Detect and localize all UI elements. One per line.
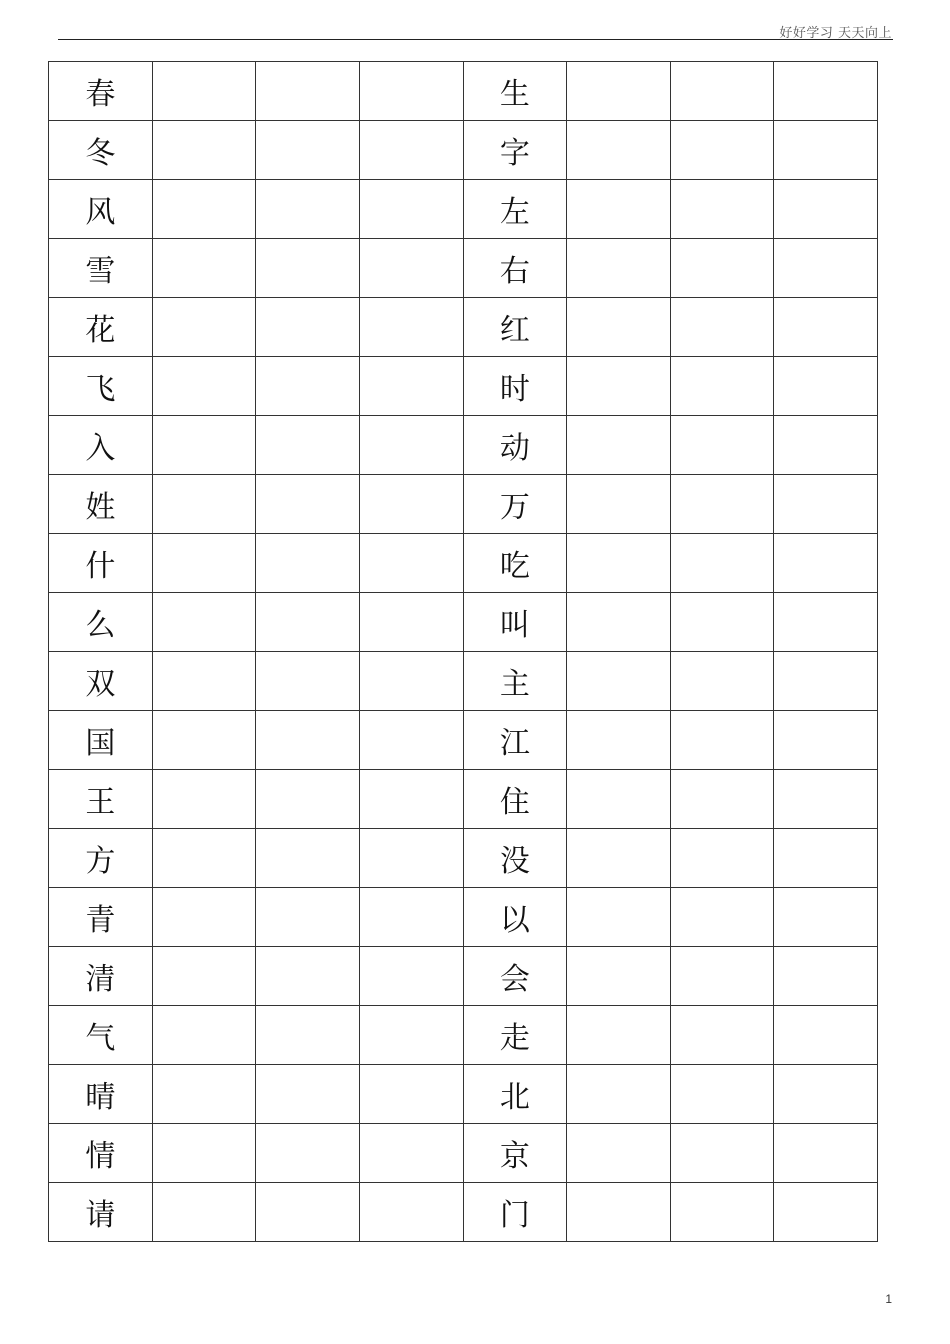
character-cell-right: 没 bbox=[463, 829, 567, 888]
practice-cell bbox=[152, 121, 256, 180]
practice-cell bbox=[774, 180, 878, 239]
practice-cell bbox=[567, 416, 671, 475]
character-cell-left: 春 bbox=[49, 62, 153, 121]
character-cell-left: 花 bbox=[49, 298, 153, 357]
practice-cell bbox=[256, 1183, 360, 1242]
practice-cell bbox=[256, 947, 360, 1006]
grid-row bbox=[49, 947, 878, 1006]
practice-cell bbox=[567, 593, 671, 652]
practice-cell bbox=[774, 475, 878, 534]
practice-cell bbox=[152, 652, 256, 711]
character-cell-left: 青 bbox=[49, 888, 153, 947]
character-cell-left: 方 bbox=[49, 829, 153, 888]
practice-cell bbox=[774, 121, 878, 180]
practice-cell bbox=[670, 652, 774, 711]
page-header-text: 好好学习 天天向上 bbox=[779, 26, 892, 41]
character-cell-left: 国 bbox=[49, 711, 153, 770]
character-cell-left: 冬 bbox=[49, 121, 153, 180]
practice-cell bbox=[774, 947, 878, 1006]
practice-cell bbox=[152, 888, 256, 947]
practice-cell bbox=[774, 1065, 878, 1124]
character-cell-left: 晴 bbox=[49, 1065, 153, 1124]
practice-cell bbox=[359, 1183, 463, 1242]
practice-cell bbox=[774, 416, 878, 475]
practice-cell bbox=[567, 1006, 671, 1065]
practice-cell bbox=[256, 829, 360, 888]
character-cell-right: 左 bbox=[463, 180, 567, 239]
character-cell-right: 以 bbox=[463, 888, 567, 947]
practice-cell bbox=[256, 888, 360, 947]
character-cell-right: 门 bbox=[463, 1183, 567, 1242]
character-cell-right: 主 bbox=[463, 652, 567, 711]
practice-cell bbox=[256, 534, 360, 593]
practice-cell bbox=[774, 1183, 878, 1242]
grid-row bbox=[49, 829, 878, 888]
grid-row bbox=[49, 475, 878, 534]
practice-cell bbox=[256, 416, 360, 475]
grid-row bbox=[49, 1065, 878, 1124]
practice-cell bbox=[670, 770, 774, 829]
practice-cell bbox=[152, 1124, 256, 1183]
practice-cell bbox=[359, 888, 463, 947]
practice-cell bbox=[256, 121, 360, 180]
practice-grid bbox=[48, 61, 878, 1242]
character-cell-left: 请 bbox=[49, 1183, 153, 1242]
header-rule bbox=[58, 39, 893, 40]
practice-cell bbox=[567, 947, 671, 1006]
practice-cell bbox=[774, 711, 878, 770]
practice-cell bbox=[152, 711, 256, 770]
practice-cell bbox=[152, 62, 256, 121]
practice-cell bbox=[670, 239, 774, 298]
practice-cell bbox=[670, 416, 774, 475]
character-cell-right: 动 bbox=[463, 416, 567, 475]
grid-row bbox=[49, 239, 878, 298]
grid-row bbox=[49, 1183, 878, 1242]
practice-cell bbox=[670, 121, 774, 180]
character-cell-right: 会 bbox=[463, 947, 567, 1006]
practice-cell bbox=[152, 475, 256, 534]
practice-cell bbox=[567, 298, 671, 357]
character-cell-left: 雪 bbox=[49, 239, 153, 298]
practice-cell bbox=[567, 652, 671, 711]
practice-cell bbox=[567, 1065, 671, 1124]
character-cell-left: 清 bbox=[49, 947, 153, 1006]
practice-cell bbox=[774, 1006, 878, 1065]
character-cell-left: 风 bbox=[49, 180, 153, 239]
character-cell-right: 江 bbox=[463, 711, 567, 770]
practice-cell bbox=[152, 829, 256, 888]
practice-cell bbox=[774, 888, 878, 947]
practice-cell bbox=[256, 593, 360, 652]
practice-cell bbox=[359, 180, 463, 239]
practice-cell bbox=[567, 1124, 671, 1183]
character-cell-right: 住 bbox=[463, 770, 567, 829]
practice-cell bbox=[256, 1124, 360, 1183]
practice-cell bbox=[359, 534, 463, 593]
practice-cell bbox=[359, 62, 463, 121]
character-cell-left: 么 bbox=[49, 593, 153, 652]
grid-row bbox=[49, 711, 878, 770]
practice-cell bbox=[670, 593, 774, 652]
practice-cell bbox=[152, 416, 256, 475]
practice-cell bbox=[256, 298, 360, 357]
character-cell-right: 红 bbox=[463, 298, 567, 357]
character-cell-right: 吃 bbox=[463, 534, 567, 593]
grid-row bbox=[49, 357, 878, 416]
practice-cell bbox=[670, 475, 774, 534]
practice-cell bbox=[152, 180, 256, 239]
practice-cell bbox=[359, 652, 463, 711]
practice-cell bbox=[670, 1006, 774, 1065]
practice-cell bbox=[670, 888, 774, 947]
practice-cell bbox=[567, 475, 671, 534]
practice-cell bbox=[567, 180, 671, 239]
practice-cell bbox=[359, 947, 463, 1006]
practice-cell bbox=[256, 357, 360, 416]
practice-cell bbox=[359, 239, 463, 298]
practice-cell bbox=[256, 180, 360, 239]
character-cell-right: 生 bbox=[463, 62, 567, 121]
practice-cell bbox=[567, 534, 671, 593]
practice-cell bbox=[670, 829, 774, 888]
character-cell-left: 情 bbox=[49, 1124, 153, 1183]
character-cell-left: 气 bbox=[49, 1006, 153, 1065]
practice-cell bbox=[774, 62, 878, 121]
practice-cell bbox=[359, 593, 463, 652]
practice-cell bbox=[567, 1183, 671, 1242]
practice-cell bbox=[774, 652, 878, 711]
practice-cell bbox=[670, 180, 774, 239]
practice-cell bbox=[774, 829, 878, 888]
grid-row bbox=[49, 121, 878, 180]
practice-cell bbox=[670, 947, 774, 1006]
practice-cell bbox=[359, 416, 463, 475]
grid-row bbox=[49, 652, 878, 711]
practice-cell bbox=[670, 298, 774, 357]
grid-row bbox=[49, 62, 878, 121]
grid-row bbox=[49, 416, 878, 475]
practice-cell bbox=[670, 62, 774, 121]
character-cell-right: 京 bbox=[463, 1124, 567, 1183]
character-cell-right: 北 bbox=[463, 1065, 567, 1124]
practice-cell bbox=[152, 1006, 256, 1065]
practice-cell bbox=[670, 1183, 774, 1242]
grid-row bbox=[49, 180, 878, 239]
practice-cell bbox=[567, 239, 671, 298]
practice-cell bbox=[359, 770, 463, 829]
practice-cell bbox=[774, 357, 878, 416]
practice-cell bbox=[774, 298, 878, 357]
practice-cell bbox=[152, 1183, 256, 1242]
character-cell-right: 右 bbox=[463, 239, 567, 298]
character-cell-right: 时 bbox=[463, 357, 567, 416]
practice-cell bbox=[152, 947, 256, 1006]
practice-cell bbox=[567, 829, 671, 888]
character-cell-right: 叫 bbox=[463, 593, 567, 652]
practice-cell bbox=[567, 121, 671, 180]
practice-cell bbox=[567, 770, 671, 829]
character-cell-right: 字 bbox=[463, 121, 567, 180]
practice-cell bbox=[774, 1124, 878, 1183]
practice-cell bbox=[256, 1065, 360, 1124]
practice-cell bbox=[774, 593, 878, 652]
practice-cell bbox=[359, 1006, 463, 1065]
practice-cell bbox=[774, 770, 878, 829]
practice-cell bbox=[567, 62, 671, 121]
practice-cell bbox=[774, 239, 878, 298]
character-cell-left: 双 bbox=[49, 652, 153, 711]
character-cell-left: 姓 bbox=[49, 475, 153, 534]
grid-row bbox=[49, 298, 878, 357]
character-cell-left: 王 bbox=[49, 770, 153, 829]
practice-cell bbox=[567, 357, 671, 416]
practice-cell bbox=[670, 1065, 774, 1124]
practice-cell bbox=[670, 357, 774, 416]
grid-row bbox=[49, 534, 878, 593]
practice-cell bbox=[152, 534, 256, 593]
practice-cell bbox=[359, 475, 463, 534]
practice-cell bbox=[256, 770, 360, 829]
practice-cell bbox=[359, 711, 463, 770]
grid-row bbox=[49, 593, 878, 652]
character-cell-left: 什 bbox=[49, 534, 153, 593]
practice-cell bbox=[359, 829, 463, 888]
grid-row bbox=[49, 1124, 878, 1183]
practice-cell bbox=[670, 1124, 774, 1183]
practice-cell bbox=[256, 652, 360, 711]
page-number: 1 bbox=[885, 1292, 892, 1306]
practice-cell bbox=[152, 357, 256, 416]
practice-cell bbox=[152, 239, 256, 298]
grid-row bbox=[49, 1006, 878, 1065]
character-cell-left: 飞 bbox=[49, 357, 153, 416]
practice-cell bbox=[670, 711, 774, 770]
practice-cell bbox=[359, 1065, 463, 1124]
character-cell-right: 万 bbox=[463, 475, 567, 534]
practice-cell bbox=[256, 1006, 360, 1065]
practice-cell bbox=[567, 711, 671, 770]
practice-cell bbox=[256, 239, 360, 298]
grid-row bbox=[49, 888, 878, 947]
practice-cell bbox=[256, 62, 360, 121]
practice-cell bbox=[670, 534, 774, 593]
character-cell-left: 入 bbox=[49, 416, 153, 475]
practice-cell bbox=[256, 475, 360, 534]
grid-row bbox=[49, 770, 878, 829]
practice-cell bbox=[774, 534, 878, 593]
practice-cell bbox=[359, 121, 463, 180]
practice-cell bbox=[152, 298, 256, 357]
practice-cell bbox=[359, 298, 463, 357]
practice-cell bbox=[567, 888, 671, 947]
practice-cell bbox=[152, 770, 256, 829]
practice-cell bbox=[359, 357, 463, 416]
practice-cell bbox=[359, 1124, 463, 1183]
character-cell-right: 走 bbox=[463, 1006, 567, 1065]
practice-cell bbox=[256, 711, 360, 770]
practice-cell bbox=[152, 1065, 256, 1124]
practice-cell bbox=[152, 593, 256, 652]
